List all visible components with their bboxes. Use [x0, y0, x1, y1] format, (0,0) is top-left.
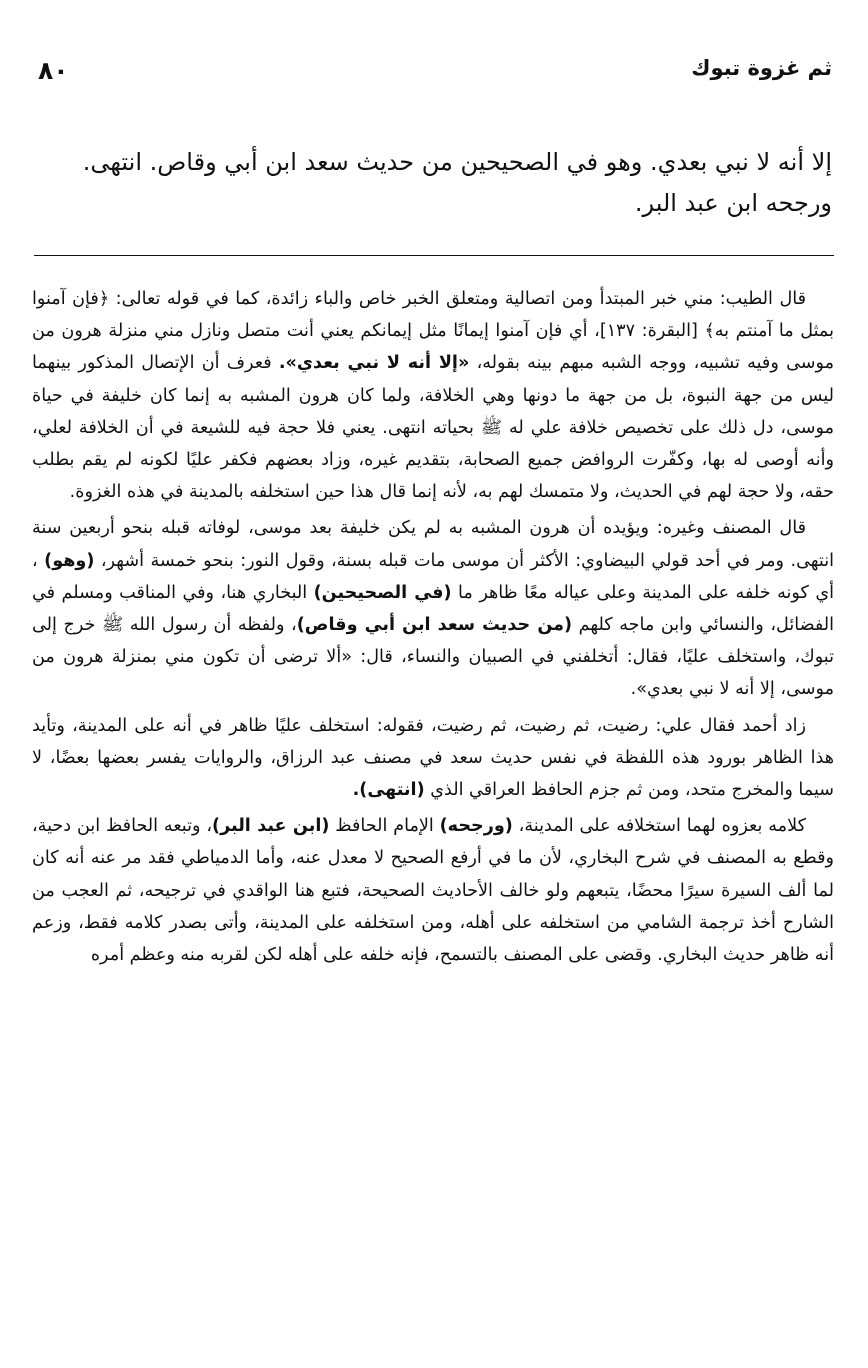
commentary-text: قال الطيب: مني خبر المبتدأ ومن اتصالية ومتعلق الخبر خاص والباء زائدة، كما في قوله تعالى: ﴿فإن آمنوا بمثل ما آمنتم به﴾ [البقرة: ١٣٧]، أي فإن آمنوا إيمانًا مثل إيمانكم يعني أنت متصل ونازل مني منزلة هرون من موسى وفيه تشبيه، ووجه الشبه مبهم بينه بقوله، [32, 289, 834, 374]
quoted-phrase: (وهو) [44, 550, 95, 571]
commentary-text: قال المصنف وغيره: ويؤيده أن هرون المشبه به لم يكن خليفة بعد موسى، لوفاته قبله بنحو أربعين سنة انتهى. ومر في أحد قولي البيضاوي: الأكثر أن موسى مات قبله بسنة، وقول النور: بنحو خمسة أشهر، [32, 518, 834, 571]
commentary-paragraph [32, 283, 834, 508]
commentary-text: الإمام الحافظ [329, 816, 440, 837]
quoted-phrase: (من حديث سعد ابن أبي وقاص) [296, 615, 573, 636]
main-text-line: ورجحه ابن عبد البر. [634, 189, 832, 217]
commentary-text: كلامه بعزوه لهما استخلافه على المدينة، [512, 816, 806, 837]
commentary-text: زاد أحمد فقال علي: رضيت، ثم رضيت، ثم رضيت، فقوله: استخلف عليًا ظاهر في أنه على المدينة، وتأيد هذا الظاهر بورود هذه اللفظة في نفس حديث سعد في مصنف عبد الرزاق، والروايات يفسر بعضها بعضًا، لا سيما والمخرج متحد، ومن ثم جزم الحافظ العراقي الذي [32, 715, 834, 801]
commentary-text: ، وتبعه الحافظ ابن دحية، وقطع به المصنف في شرح البخاري، لأن ما في أرفع الصحيح لا معدل عنه، وأما الدمياطي فقد مر عنه أنه كان لما ألف السيرة سيرًا محضًا، يتبعهم ولو خالف الأحاديث الصحيحة، فتبع هنا الواقدي في ترجيحه، ثم العجب من الشارح أخذ ترجمة الشامي من استخلفه على أهله، ومن استخلفه على المدينة، وأتى بصدر كلامه فقط، وزعم أنه ظاهر حديث البخاري. وقضى على المصنف بالتسمح، فإنه خلفه على أهله لكن لقربه منه وعظم أمره [32, 816, 834, 966]
commentary-text: ، ولفظه أن رسول الله ﷺ خرج إلى تبوك، واستخلف عليًا، فقال: أتخلفني في الصبيان والنساء، قال: «ألا ترضى أن تكون مني بمنزلة هرون من موسى، إلا أنه لا نبي بعدي». [32, 615, 834, 700]
quoted-phrase: (ورجحه) [439, 816, 513, 837]
quoted-phrase: (انتهى). [352, 780, 425, 801]
commentary-paragraph [32, 710, 834, 807]
main-text [34, 142, 832, 224]
quoted-phrase: «إلا أنه لا نبي بعدي». [278, 353, 470, 374]
quoted-phrase: (ابن عبد البر) [212, 816, 330, 837]
commentary-paragraph [32, 810, 834, 971]
commentary-text: البخاري هنا، وفي المناقب ومسلم في الفضائل، والنسائي وابن ماجه كلهم [32, 582, 834, 636]
quoted-phrase: (في الصحيحين) [313, 582, 452, 603]
page-header [36, 52, 832, 92]
commentary-text: فعرف أن الإتصال المذكور بينهما ليس من جهة النبوة، بل من جهة ما دونها وهي الخلافة، ولما كان هرون المشبه به إنما كان خليفة في حياة موسى، دل ذلك على تخصيص خلافة علي له ﷺ بحياته انتهى. يعني فلا حجة فيه للشيعة في أن الخلافة لعلي، وأنه أوصى له بها، وكفّرت الروافض جميع الصحابة، بتقديم غيره، وزاد بعضهم فكفر عليًا لكونه لم يقم بطلب حقه، ولا حجة لهم في الحديث، ولا متمسك لهم به، لأنه إنما قال هذا حين استخلفه بالمدينة في هذه الغزوة. [32, 353, 834, 503]
page-number: ٨٠ [38, 56, 69, 85]
main-text-line: إلا أنه لا نبي بعدي. وهو في الصحيحين من حديث سعد ابن أبي وقاص. انتهى. [82, 148, 832, 176]
running-title: ثم غزوة تبوك [691, 56, 832, 80]
commentary-text: ، أي كونه خلفه على المدينة وعلى عياله معًا ظاهر ما [32, 550, 834, 603]
commentary [32, 283, 834, 975]
separator-line [34, 255, 834, 256]
commentary-paragraph [32, 512, 834, 705]
